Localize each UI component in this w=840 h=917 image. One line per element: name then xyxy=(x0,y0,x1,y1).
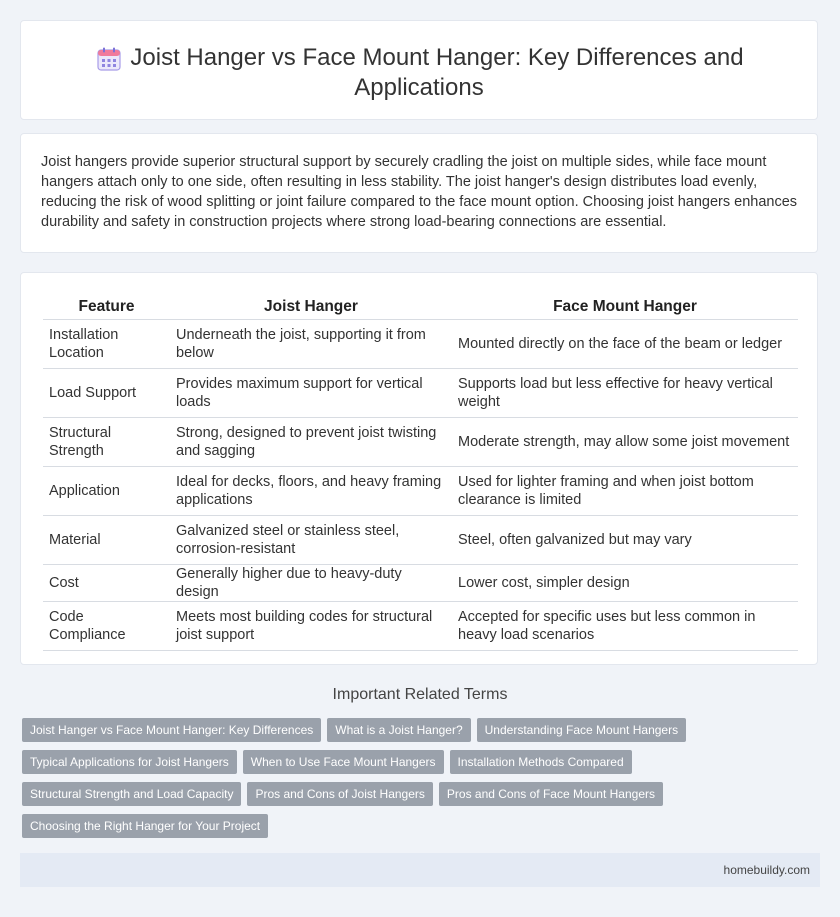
related-tag[interactable]: Installation Methods Compared xyxy=(450,750,632,774)
table-cell: Moderate strength, may allow some joist movement xyxy=(452,418,798,467)
table-cell: Accepted for specific uses but less common in heavy load scenarios xyxy=(452,602,798,651)
related-tag[interactable]: Structural Strength and Load Capacity xyxy=(22,782,241,806)
table-cell: Galvanized steel or stainless steel, corrosion-resistant xyxy=(170,516,452,565)
table-cell: Underneath the joist, supporting it from below xyxy=(170,320,452,369)
related-tag[interactable]: Choosing the Right Hanger for Your Project xyxy=(22,814,268,838)
table-cell: Installation Location xyxy=(43,320,170,369)
table-cell: Used for lighter framing and when joist bottom clearance is limited xyxy=(452,467,798,516)
related-terms-title: Important Related Terms xyxy=(332,686,508,703)
related-tag[interactable]: Pros and Cons of Joist Hangers xyxy=(247,782,432,806)
header-joist-hanger: Joist Hanger xyxy=(170,293,452,320)
related-tag[interactable]: Understanding Face Mount Hangers xyxy=(477,718,686,742)
header-face-mount-hanger: Face Mount Hanger xyxy=(452,293,798,320)
related-tag[interactable]: Typical Applications for Joist Hangers xyxy=(22,750,237,774)
table-cell: Lower cost, simpler design xyxy=(452,565,798,602)
table-cell: Cost xyxy=(43,565,170,602)
table-cell: Meets most building codes for structural joist support xyxy=(170,602,452,651)
footer-site-link[interactable]: homebuildy.com xyxy=(723,863,810,877)
table-cell: Generally higher due to heavy-duty design xyxy=(170,565,452,602)
page-title-line1: Joist Hanger vs Face Mount Hanger: Key Differences and xyxy=(130,44,744,71)
comparison-table-card xyxy=(20,272,818,665)
related-tag[interactable]: When to Use Face Mount Hangers xyxy=(243,750,444,774)
table-row xyxy=(43,516,798,565)
table-row xyxy=(43,565,798,602)
table-cell: Structural Strength xyxy=(43,418,170,467)
intro-paragraph: Joist hangers provide superior structural support by securely cradling the joist on multiple sides, while face mount hangers attach only to one side, often resulting in less stability. The joist hanger's design distributes load evenly, reducing the risk of wood splitting or joint failure compared to the face mount option. Choosing joist hangers enhances durability and safety in construction projects where strong load-bearing connections are essential. xyxy=(41,154,798,230)
table-cell: Steel, often galvanized but may vary xyxy=(452,516,798,565)
footer xyxy=(20,853,820,887)
table-row xyxy=(43,369,798,418)
header-feature: Feature xyxy=(43,293,170,320)
table-row xyxy=(43,320,798,369)
intro-card xyxy=(20,133,818,253)
table-header-row xyxy=(43,293,798,320)
table-cell: Load Support xyxy=(43,369,170,418)
table-cell: Application xyxy=(43,467,170,516)
table-row xyxy=(43,467,798,516)
page-title xyxy=(21,43,817,103)
title-card xyxy=(20,20,818,120)
table-cell: Material xyxy=(43,516,170,565)
table-cell: Supports load but less effective for heavy vertical weight xyxy=(452,369,798,418)
table-row xyxy=(43,602,798,651)
page-title-line2: Applications xyxy=(354,74,484,101)
related-tag[interactable]: Joist Hanger vs Face Mount Hanger: Key Differences xyxy=(22,718,321,742)
comparison-table xyxy=(43,293,798,651)
table-cell: Strong, designed to prevent joist twisting and sagging xyxy=(170,418,452,467)
table-cell: Provides maximum support for vertical loads xyxy=(170,369,452,418)
related-terms-list xyxy=(22,718,812,846)
table-row xyxy=(43,418,798,467)
table-cell: Code Compliance xyxy=(43,602,170,651)
table-cell: Mounted directly on the face of the beam or ledger xyxy=(452,320,798,369)
table-cell: Ideal for decks, floors, and heavy framing applications xyxy=(170,467,452,516)
related-tag[interactable]: What is a Joist Hanger? xyxy=(327,718,470,742)
related-tag[interactable]: Pros and Cons of Face Mount Hangers xyxy=(439,782,663,806)
